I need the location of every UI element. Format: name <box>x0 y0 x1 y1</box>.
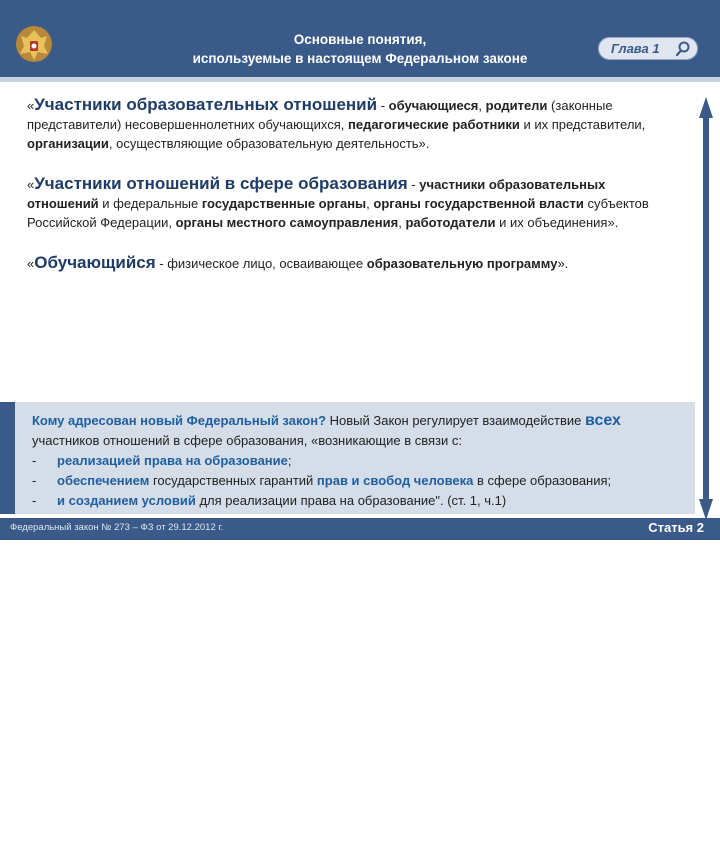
page-title <box>150 30 570 68</box>
page-title-line1: Основные понятия, <box>293 32 427 47</box>
coat-of-arms-icon <box>14 24 54 66</box>
header-divider <box>0 77 720 82</box>
play-icon[interactable] <box>3 852 11 864</box>
info-box-intro-line2: участников отношений в сфере образования, «возникающие в связи с: <box>32 433 462 448</box>
header-bar <box>0 0 720 77</box>
term-student: Обучающийся <box>34 253 156 272</box>
page-title-line2: используемые в настоящем Федеральном законе <box>192 51 528 66</box>
scroll-down-icon[interactable] <box>699 499 713 520</box>
side-panel-tab[interactable] <box>0 402 15 514</box>
info-box-text <box>32 411 687 511</box>
info-box-intro: Кому адресован новый Федеральный закон? Новый Закон регулирует взаимодействие всех <box>32 412 621 429</box>
search-icon[interactable] <box>674 40 692 58</box>
list-item: - обеспечением государственных гарантий прав и свобод человека в сфере образования; <box>32 473 612 488</box>
definitions-content <box>27 95 667 294</box>
definition-student: «Обучающийся - физическое лицо, осваивающее образовательную программу». <box>27 253 569 272</box>
info-box-question: Кому адресован новый Федеральный закон? <box>32 413 327 428</box>
term-participants-educational: Участники образовательных отношений <box>34 95 378 114</box>
chapter-search-box[interactable] <box>598 37 698 60</box>
term-participants-sphere: Участники отношений в сфере образования <box>34 174 408 193</box>
list-item: - реализацией права на образование; <box>32 453 292 468</box>
scroll-up-icon[interactable] <box>699 97 713 118</box>
list-item: - и созданием условий для реализации права на образование". (ст. 1, ч.1) <box>32 493 507 508</box>
chapter-label: Глава 1 <box>611 41 660 56</box>
definition-participants-educational: «Участники образовательных отношений - обучающиеся, родители (законные представители) несовершеннолетних обучающихся, педагогические работники и их представители, организации, осуществляющие образовательную деятельность». <box>27 95 646 151</box>
scrollbar-arrows <box>699 97 713 520</box>
article-number: Статья 2 <box>648 520 704 535</box>
law-reference: Федеральный закон № 273 – ФЗ от 29.12.2012 г. <box>10 522 224 533</box>
definition-participants-sphere: «Участники отношений в сфере образования - участники образовательных отношений и федеральные государственные органы, органы государственной власти субъектов Российской Федерации, органы местного самоуправления, работодатели и их объединения». <box>27 174 649 230</box>
footer-bar <box>0 518 720 540</box>
